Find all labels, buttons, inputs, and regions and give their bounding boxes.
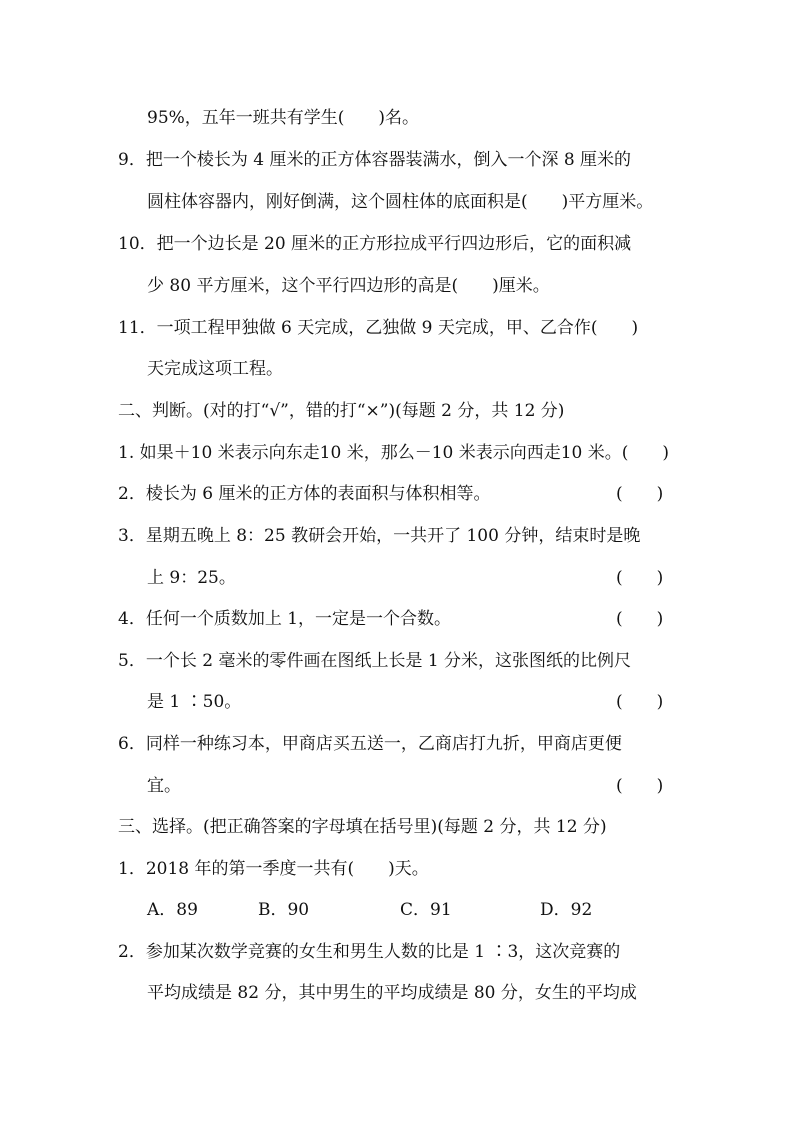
judge-q3-answer-paren: ( ) bbox=[616, 568, 664, 588]
judge-q6-line1: 6．同样一种练习本，甲商店买五送一，乙商店打九折，甲商店更便 bbox=[118, 734, 622, 754]
q10-line2: 少 80 平方厘米，这个平行四边形的高是( )厘米。 bbox=[147, 276, 550, 296]
judge-q5-answer-paren: ( ) bbox=[616, 692, 664, 712]
judge-q5-line1: 5．一个长 2 毫米的零件画在图纸上长是 1 分米，这张图纸的比例尺 bbox=[118, 651, 632, 671]
q9-line1: 9．把一个棱长为 4 厘米的正方体容器装满水，倒入一个深 8 厘米的 bbox=[118, 150, 632, 170]
judge-q4-answer-paren: ( ) bbox=[616, 609, 664, 629]
choice-q1: 1．2018 年的第一季度一共有( )天。 bbox=[118, 859, 429, 879]
choice-q1-option-c: C．91 bbox=[400, 900, 452, 920]
choice-q2-line1: 2．参加某次数学竞赛的女生和男生人数的比是 1 ∶3，这次竞赛的 bbox=[118, 942, 621, 962]
choice-q2-line2: 平均成绩是 82 分，其中男生的平均成绩是 80 分，女生的平均成 bbox=[147, 983, 637, 1003]
judge-q3-line1: 3．星期五晚上 8：25 教研会开始，一共开了 100 分钟，结束时是晚 bbox=[118, 526, 641, 546]
q11-line2: 天完成这项工程。 bbox=[147, 359, 283, 379]
judge-q3-line2: 上 9：25。 bbox=[147, 568, 236, 588]
judge-q6-line2: 宜。 bbox=[147, 776, 181, 796]
choice-q1-option-a: A．89 bbox=[147, 900, 198, 920]
q9-line2: 圆柱体容器内，刚好倒满，这个圆柱体的底面积是( )平方厘米。 bbox=[147, 192, 654, 212]
judge-q4: 4．任何一个质数加上 1，一定是一个合数。 bbox=[118, 609, 452, 629]
q11-line1: 11．一项工程甲独做 6 天完成，乙独做 9 天完成，甲、乙合作( ) bbox=[118, 318, 639, 338]
section-3-heading: 三、选择。(把正确答案的字母填在括号里)(每题 2 分，共 12 分) bbox=[118, 817, 607, 837]
judge-q2-answer-paren: ( ) bbox=[616, 484, 664, 504]
q10-line1: 10．把一个边长是 20 厘米的正方形拉成平行四边形后，它的面积减 bbox=[118, 234, 632, 254]
judge-q6-answer-paren: ( ) bbox=[616, 776, 664, 796]
judge-q5-line2: 是 1 ∶50。 bbox=[147, 692, 242, 712]
q8-continuation: 95%，五年一班共有学生( )名。 bbox=[147, 108, 420, 128]
choice-q1-option-d: D．92 bbox=[540, 900, 593, 920]
section-2-heading: 二、判断。(对的打“√”，错的打“×”)(每题 2 分，共 12 分) bbox=[118, 401, 565, 421]
choice-q1-option-b: B．90 bbox=[258, 900, 310, 920]
judge-q1: 1. 如果＋10 米表示向东走10 米，那么－10 米表示向西走10 米。( ) bbox=[118, 443, 670, 463]
judge-q2: 2．棱长为 6 厘米的正方体的表面积与体积相等。 bbox=[118, 484, 491, 504]
